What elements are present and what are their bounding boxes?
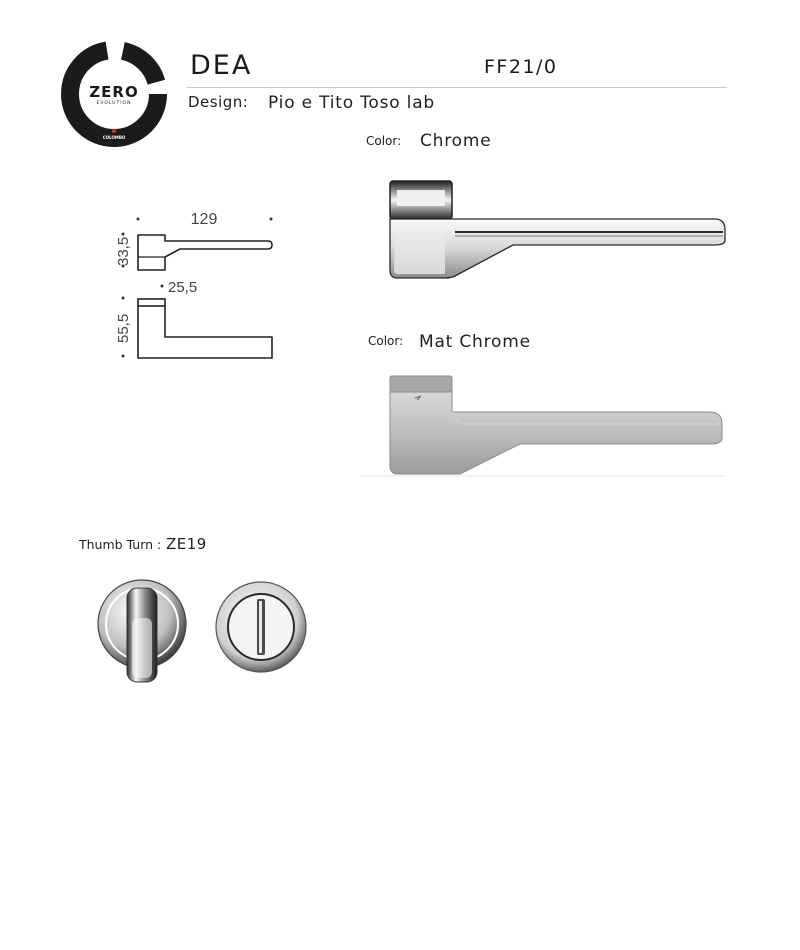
finish-chrome-name: Chrome bbox=[420, 131, 492, 151]
logo-text: ZERO bbox=[89, 83, 139, 101]
thumb-turn-code: ZE19 bbox=[166, 535, 207, 553]
thumb-turn-indicator-image bbox=[213, 579, 309, 675]
dim-height-top: 33,5 bbox=[115, 236, 132, 266]
maker-mark: COLOMBO bbox=[102, 135, 126, 140]
logo-subtext: EVOLUTION bbox=[96, 101, 132, 106]
finish-mat-chrome-label: Color: bbox=[368, 334, 404, 348]
finish-mat-chrome-name: Mat Chrome bbox=[419, 332, 531, 352]
maker-mark-icon bbox=[112, 129, 116, 133]
thumb-turn-knob-image bbox=[94, 578, 190, 688]
handle-mat-chrome-image bbox=[360, 372, 730, 480]
dim-rose-depth: 25,5 bbox=[168, 279, 198, 296]
finish-chrome-label: Color: bbox=[366, 134, 402, 148]
design-label: Design: bbox=[188, 93, 249, 111]
thumb-turn-label: Thumb Turn : bbox=[79, 537, 162, 552]
brand-logo bbox=[60, 40, 168, 148]
handle-chrome-image bbox=[385, 178, 730, 284]
product-code: FF21/0 bbox=[484, 56, 558, 78]
dimension-drawing bbox=[100, 200, 300, 370]
dim-length: 129 bbox=[190, 211, 218, 228]
designer-name: Pio e Tito Toso lab bbox=[268, 93, 436, 113]
dim-height-side: 55,5 bbox=[115, 313, 132, 343]
header-divider bbox=[187, 87, 727, 88]
product-name: DEA bbox=[190, 50, 253, 81]
